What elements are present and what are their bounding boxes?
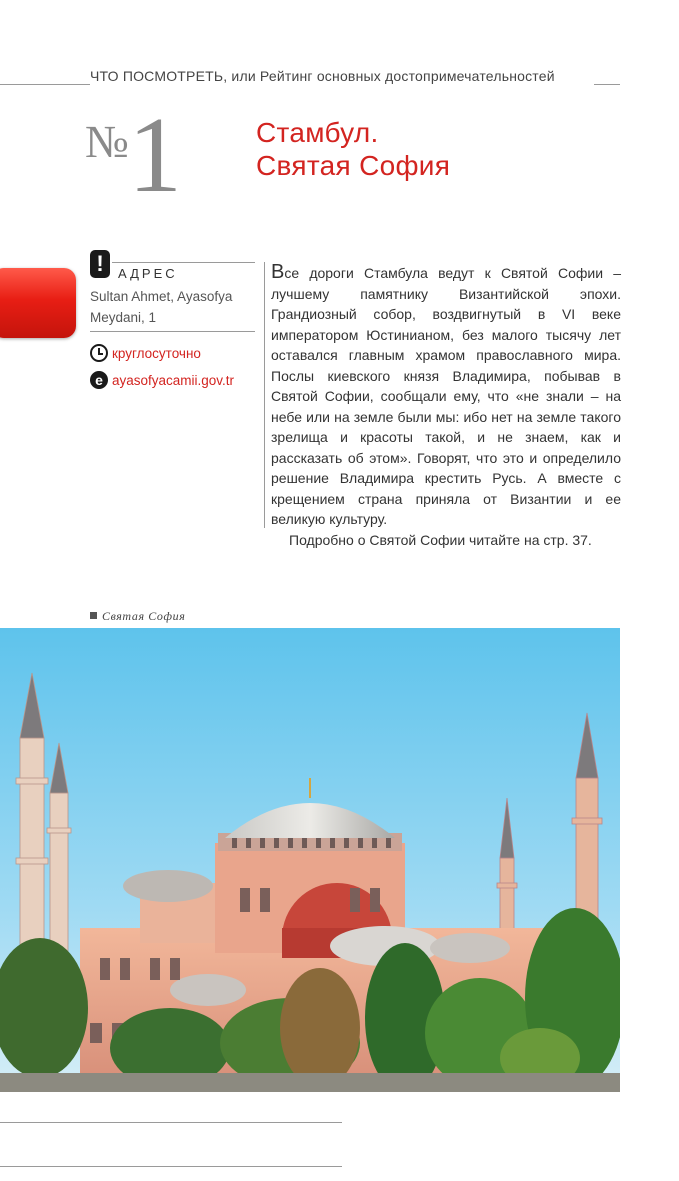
body-paragraph-2: Подробно о Святой Софии читайте на стр. 37. — [289, 531, 592, 548]
opening-hours-text: круглосуточно — [112, 345, 201, 361]
address-rule-bottom — [90, 331, 255, 332]
photo-caption: Святая София — [90, 609, 185, 624]
address-rule-top — [112, 262, 255, 263]
column-divider — [264, 262, 265, 528]
website[interactable] — [90, 371, 234, 389]
header-rule-left — [0, 84, 90, 85]
page-title — [256, 116, 450, 182]
rank-sign: № — [85, 116, 129, 167]
red-bookmark-tab — [0, 268, 76, 338]
rank-number: 1 — [128, 96, 182, 215]
dropcap: В — [271, 261, 285, 283]
footer-rule-2 — [0, 1166, 342, 1167]
clock-icon — [90, 344, 108, 362]
hagia-sophia-illustration — [0, 628, 620, 1092]
section-header: ЧТО ПОСМОТРЕТЬ, или Рейтинг основных достопримечательностей — [90, 68, 555, 84]
header-rule-right — [594, 84, 620, 85]
address-value: Sultan Ahmet, Ayasofya Meydani, 1 — [90, 289, 233, 325]
title-line-city: Стамбул. — [256, 117, 379, 148]
opening-hours — [90, 344, 201, 362]
web-icon: e — [90, 371, 108, 389]
exclamation-icon: ! — [90, 250, 110, 278]
hagia-sophia-photo — [0, 628, 620, 1092]
footer-rule-1 — [0, 1122, 342, 1123]
caption-bullet-icon — [90, 612, 97, 619]
title-line-landmark: Святая София — [256, 150, 451, 181]
body-paragraph-1: Все дороги Стамбула ведут к Святой Софии – лучшему памятнику Византийской эпохи. Грандиозный собор, воздвигнутый в VI веке императором Юстинианом, без малого тысячу лет оставался главным храмом православного мира. Послы киевского князя Владимира, побывав в Святой Софии, сообщали ему, что «не знали – на небе или на земле были мы: ибо нет на земле такого зрелища и красоты такой, и не знаем, как и рассказать об этом». Говорят, что это и определило решение Владимира крестить Русь. А вместе с крещением страна приняла от Византии и ее великую культуру. — [271, 261, 621, 527]
address-label: АДРЕС — [118, 266, 178, 281]
article-body — [271, 262, 621, 550]
website-link[interactable]: ayasofyacamii.gov.tr — [112, 372, 235, 388]
